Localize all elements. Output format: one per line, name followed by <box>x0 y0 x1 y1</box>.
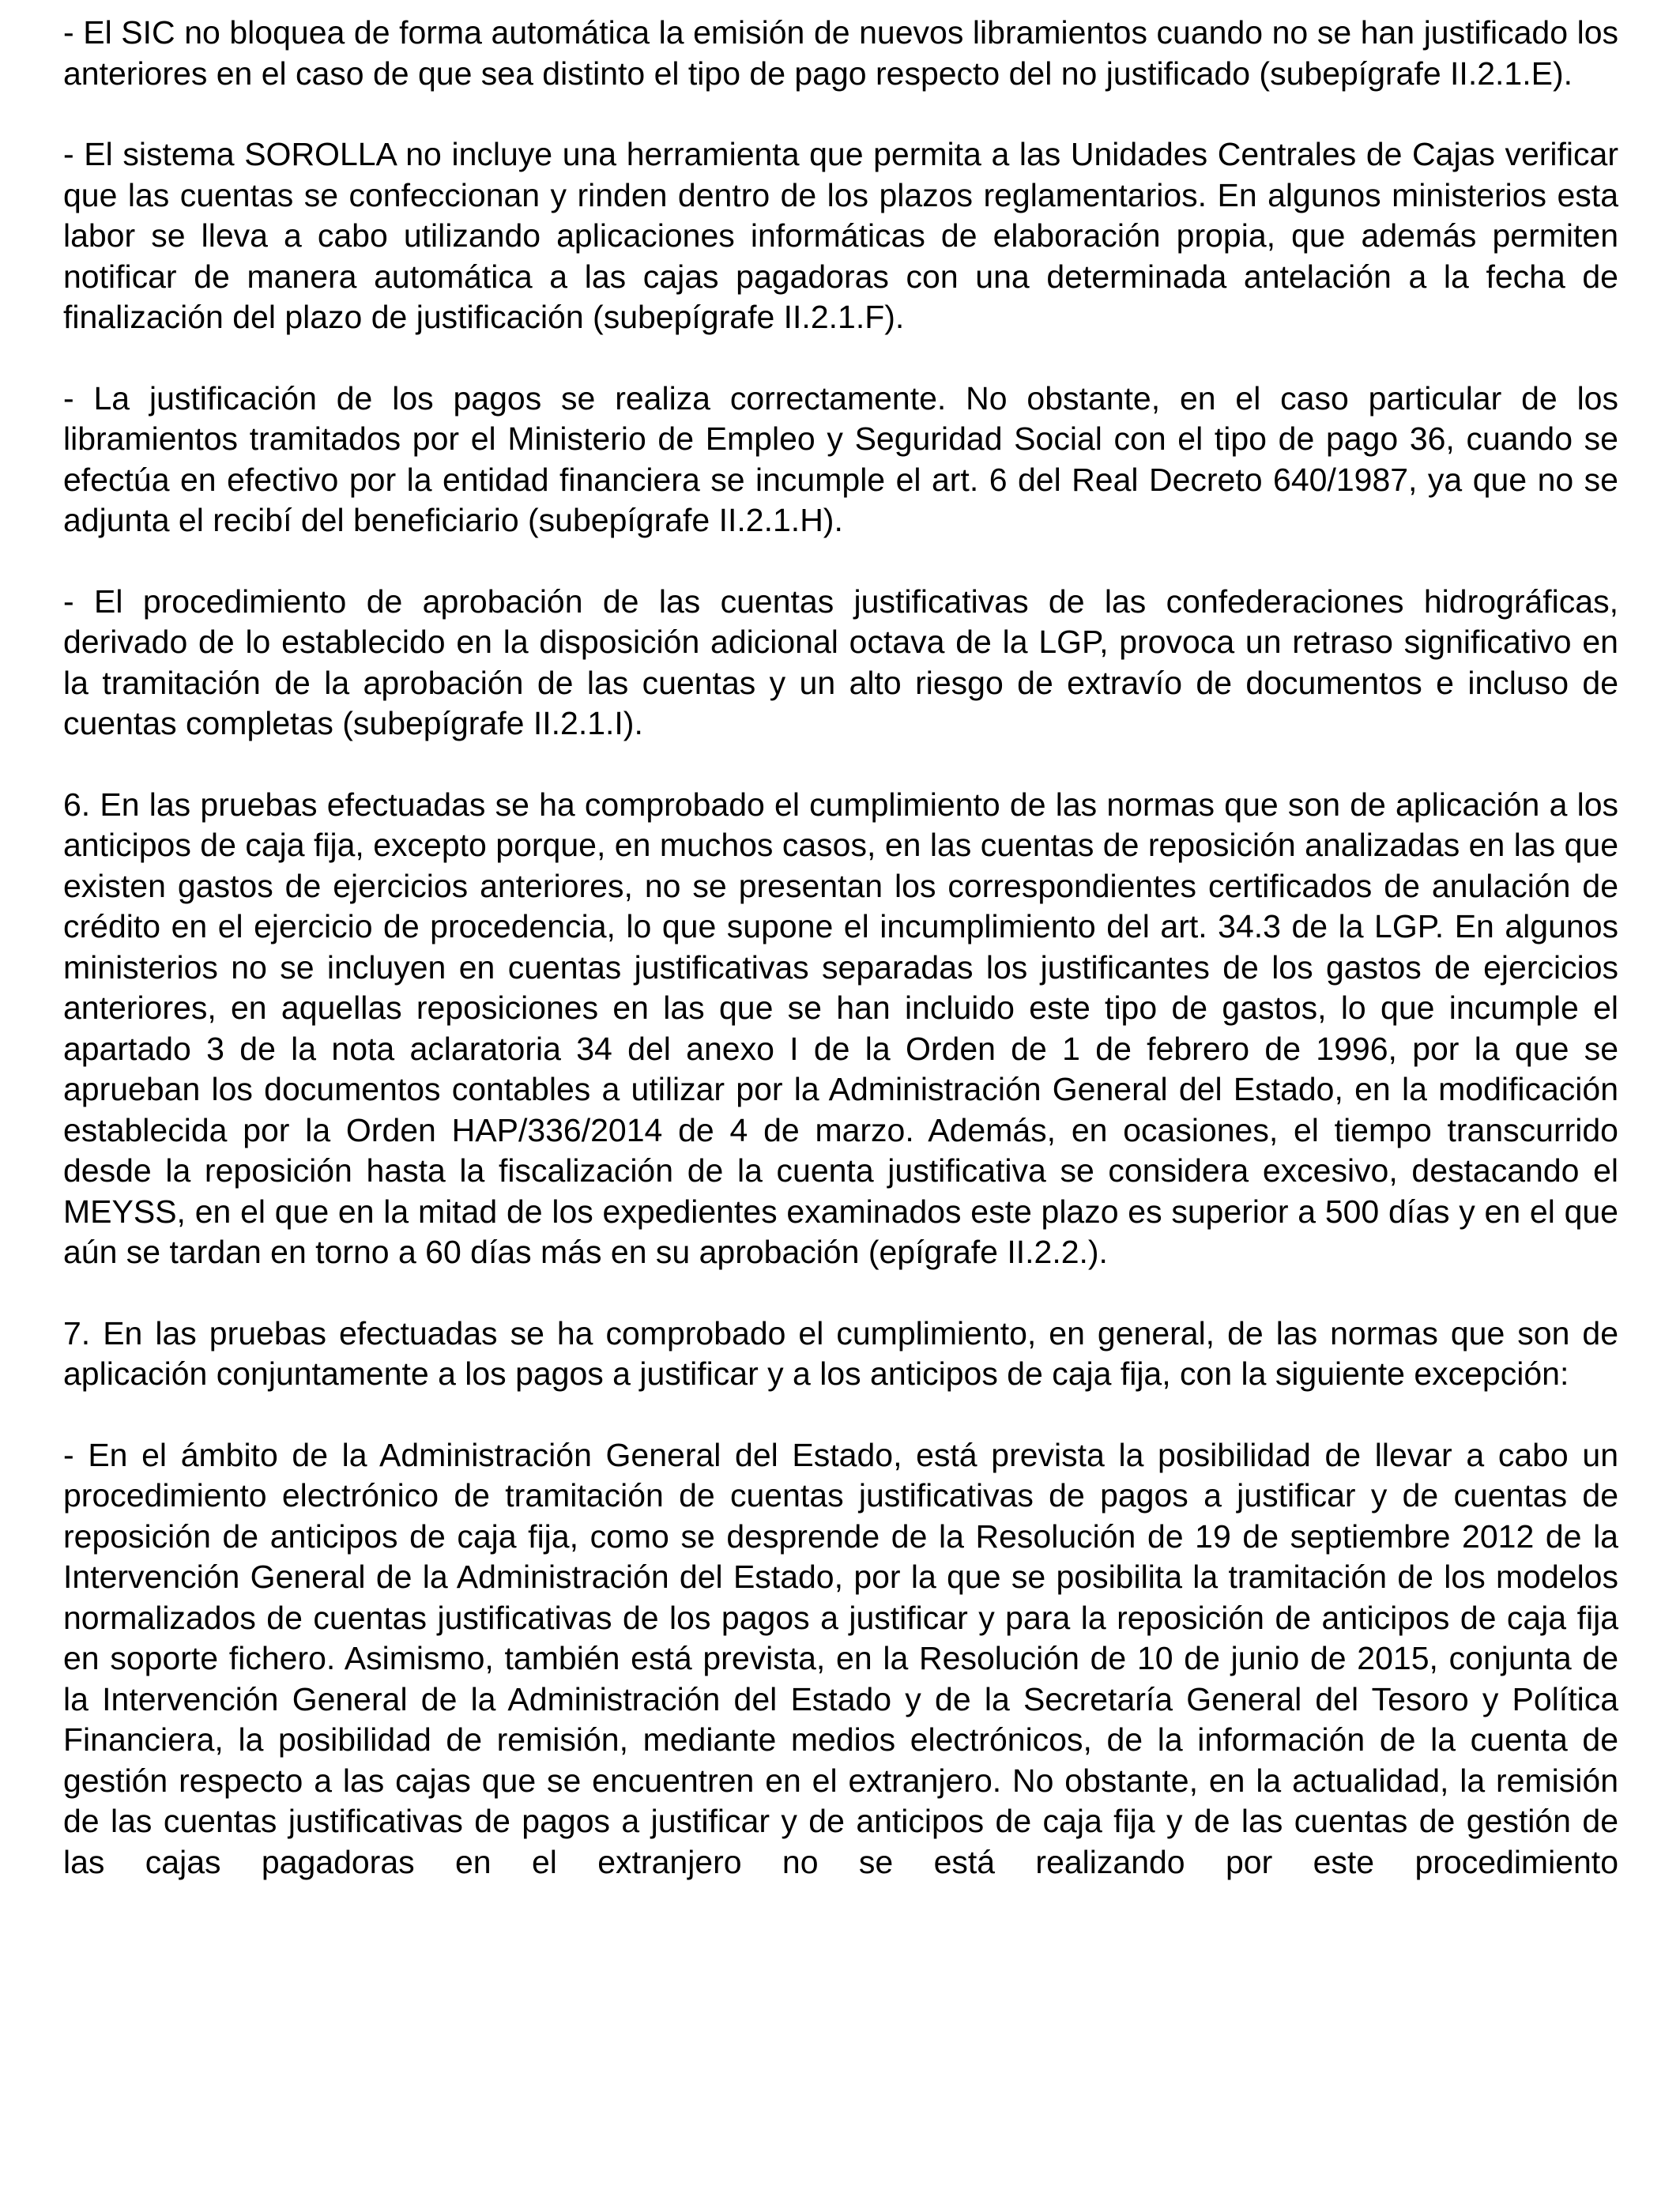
paragraph-procedimiento-electronico: - En el ámbito de la Administración General del Estado, está prevista la posibilidad de llevar a cabo un procedimiento electrónico de tramitación de cuentas justificativas de pagos a justificar y de cuentas de reposición de anticipos de caja fija, como se desprende de la Resolución de 19 de septiembre 2012 de la Intervención General de la Administración del Estado, por la que se posibilita la tramitación de los modelos normalizados de cuentas justificativas de los pagos a justificar y para la reposición de anticipos de caja fija en soporte fichero. Asimismo, también está prevista, en la Resolución de 10 de junio de 2015, conjunta de la Intervención General de la Administración del Estado y de la Secretaría General del Tesoro y Política Financiera, la posibilidad de remisión, mediante medios electrónicos, de la información de la cuenta de gestión respecto a las cajas que se encuentren en el extranjero. No obstante, en la actualidad, la remisión de las cuentas justificativas de pagos a justificar y de anticipos de caja fija y de las cuentas de gestión de las cajas pagadoras en el extranjero no se está realizando por este procedimiento <box>63 1436 1618 1880</box>
paragraph-point-7: 7. En las pruebas efectuadas se ha comprobado el cumplimiento, en general, de las normas que son de aplicación conjuntamente a los pagos a justificar y a los anticipos de caja fija, con la siguiente excepción: <box>63 1314 1618 1392</box>
paragraph-sorolla: - El sistema SOROLLA no incluye una herramienta que permita a las Unidades Centrales de Cajas verificar que las cuentas se confeccionan y rinden dentro de los plazos reglamentarios. En algunos ministerios esta labor se lleva a cabo utilizando aplicaciones informáticas de elaboración propia, que además permiten notificar de manera automática a las cajas pagadoras con una determinada antelación a la fecha de finalización del plazo de justificación (subepígrafe II.2.1.F). <box>63 136 1618 335</box>
document-page <box>63 13 1618 1923</box>
paragraph-sic-libramientos: - El SIC no bloquea de forma automática la emisión de nuevos libramientos cuando no se han justificado los anteriores en el caso de que sea distinto el tipo de pago respecto del no justificado (subepígrafe II.2.1.E). <box>63 14 1618 92</box>
paragraph-confederaciones: - El procedimiento de aprobación de las cuentas justificativas de las confederaciones hidrográficas, derivado de lo establecido en la disposición adicional octava de la LGP, provoca un retraso significativo en la tramitación de la aprobación de las cuentas y un alto riesgo de extravío de documentos e incluso de cuentas completas (subepígrafe II.2.1.I). <box>63 582 1618 741</box>
paragraph-justificacion-pagos: - La justificación de los pagos se realiza correctamente. No obstante, en el caso particular de los libramientos tramitados por el Ministerio de Empleo y Seguridad Social con el tipo de pago 36, cuando se efectúa en efectivo por la entidad financiera se incumple el art. 6 del Real Decreto 640/1987, ya que no se adjunta el recibí del beneficiario (subepígrafe II.2.1.H). <box>63 379 1618 538</box>
paragraph-point-6: 6. En las pruebas efectuadas se ha comprobado el cumplimiento de las normas que son de aplicación a los anticipos de caja fija, excepto porque, en muchos casos, en las cuentas de reposición analizadas en las que existen gastos de ejercicios anteriores, no se presentan los correspondientes certificados de anulación de crédito en el ejercicio de procedencia, lo que supone el incumplimiento del art. 34.3 de la LGP. En algunos ministerios no se incluyen en cuentas justificativas separadas los justificantes de los gastos de ejercicios anteriores, en aquellas reposiciones en las que se han incluido este tipo de gastos, lo que incumple el apartado 3 de la nota aclaratoria 34 del anexo I de la Orden de 1 de febrero de 1996, por la que se aprueban los documentos contables a utilizar por la Administración General del Estado, en la modificación establecida por la Orden HAP/336/2014 de 4 de marzo. Además, en ocasiones, el tiempo transcurrido desde la reposición hasta la fiscalización de la cuenta justificativa se considera excesivo, destacando el MEYSS, en el que en la mitad de los expedientes examinados este plazo es superior a 500 días y en el que aún se tardan en torno a 60 días más en su aprobación (epígrafe II.2.2.). <box>63 786 1618 1270</box>
